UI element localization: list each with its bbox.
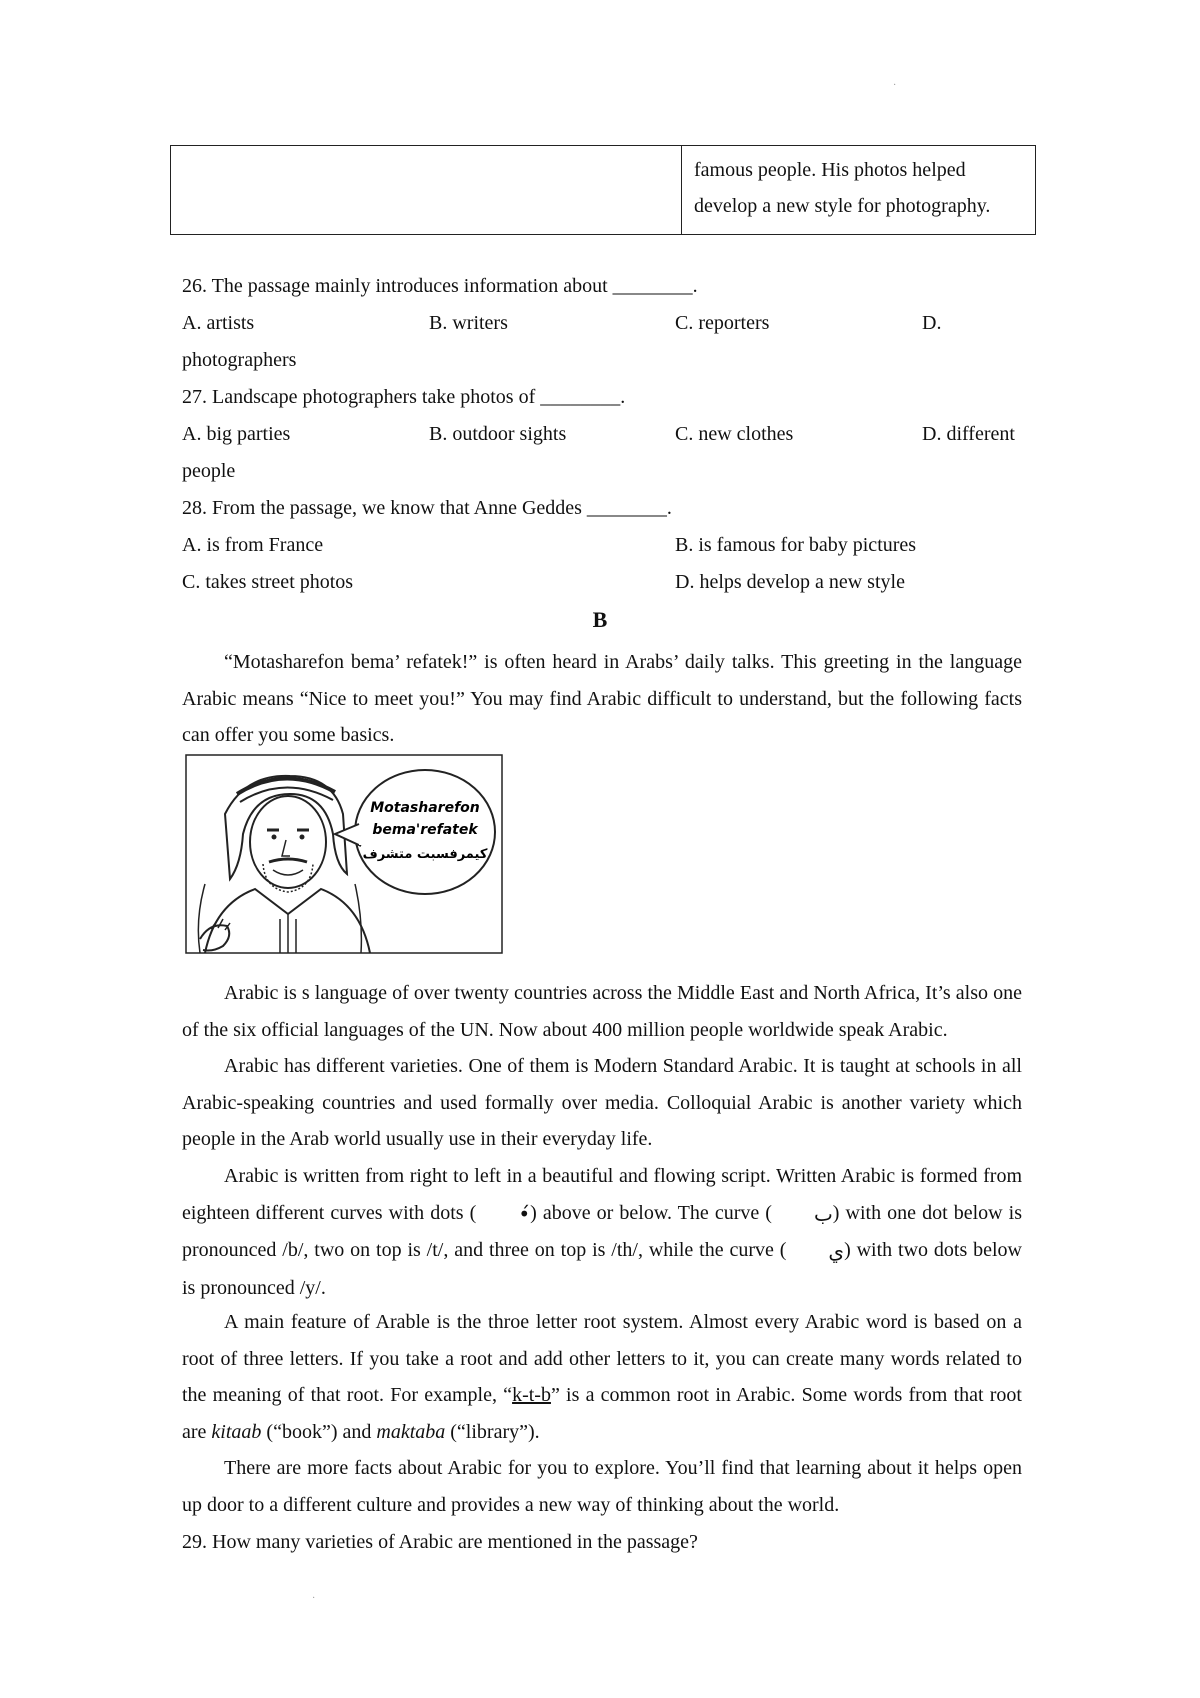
question-28-options-row2: [182, 568, 1022, 596]
paragraph-5: There are more facts about Arabic for you to explore. You’ll find that learning about it helps open up door to a different culture and provides a new way of thinking about the world.: [182, 1457, 1022, 1516]
bubble-arabic: كيمرفسبت متشرف: [362, 847, 488, 862]
question-28-stem: 28. From the passage, we know that Anne Geddes ________.: [182, 497, 672, 519]
option-b[interactable]: B. outdoor sights: [429, 423, 567, 445]
paragraph-3: [182, 1158, 1022, 1306]
text-run: Arabic is written from right to left in a beautiful and flowing script. Written Arabic is formed from eighteen different curves with dots (: [182, 1165, 1022, 1224]
option-a[interactable]: A. artists: [182, 312, 255, 334]
option-a[interactable]: A. big parties: [182, 423, 291, 445]
question-26-options: [182, 309, 1022, 337]
question-29-stem: 29. How many varieties of Arabic are mentioned in the passage?: [182, 1531, 698, 1553]
text-run: A main feature of Arable is the throe letter root system. Almost every Arabic word is based on a root of three letters. If you take a root and add other letters to it, you can create many words related to the meaning of that root. For example, “: [182, 1311, 1022, 1406]
word-kitaab: kitaab: [211, 1420, 262, 1443]
scan-mark: ·: [312, 1593, 316, 1604]
option-b[interactable]: B. is famous for baby pictures: [675, 534, 917, 556]
word-maktaba: maktaba: [376, 1420, 446, 1443]
question-26-stem: 26. The passage mainly introduces information about ________.: [182, 275, 698, 297]
curve-y-glyph: ي: [828, 1239, 845, 1263]
option-d[interactable]: D. different: [922, 423, 1015, 445]
option-d[interactable]: D. helps develop a new style: [675, 571, 905, 593]
scan-mark: ·: [893, 80, 897, 91]
text-run: ” is a common root in Arabic. Some words from that root are: [182, 1384, 1022, 1443]
passage-table-fragment: [170, 145, 1036, 235]
option-c[interactable]: C. takes street photos: [182, 571, 354, 593]
question-28-options-row1: [182, 531, 1022, 559]
option-d[interactable]: D.: [922, 312, 942, 334]
table-line: develop a new style for photography.: [694, 195, 991, 217]
text-run: ) with one dot below is pronounced /b/, two on top is /t/, and three on top is /th/, while the curve (: [182, 1201, 1022, 1261]
bubble-line-1: Motasharefon: [370, 800, 480, 816]
arab-man-illustration: [185, 754, 503, 954]
option-c[interactable]: C. new clothes: [675, 423, 794, 445]
option-b[interactable]: B. writers: [429, 312, 508, 334]
intro-paragraph: “Motasharefon bema’ refatek!” is often heard in Arabs’ daily talks. This greeting in the language Arabic means “Nice to meet you!” You may find Arabic difficult to understand, but the following facts can offer you some basics.: [182, 651, 1022, 746]
paragraph-4: [182, 1304, 1022, 1450]
curve-b-glyph: ب: [813, 1201, 833, 1226]
bubble-line-2: bema'refatek: [372, 822, 478, 838]
question-27-options: [182, 420, 1022, 448]
text-run: ) above or below. The curve (: [530, 1201, 772, 1224]
root-example: k-t-b: [512, 1384, 551, 1406]
table-right-cell: [682, 146, 1035, 234]
option-c[interactable]: C. reporters: [675, 312, 770, 334]
dots-glyph: •́: [518, 1201, 531, 1226]
section-heading: B: [592, 607, 608, 632]
paragraph-2: Arabic has different varieties. One of them is Modern Standard Arabic. It is taught at schools in all Arabic-speaking countries and used formally over media. Colloquial Arabic is another variety which people in the Arab world usually use in their everyday life.: [182, 1055, 1022, 1150]
option-a[interactable]: A. is from France: [182, 534, 324, 556]
table-left-cell: [171, 146, 682, 234]
question-27-stem: 27. Landscape photographers take photos of ________.: [182, 386, 626, 408]
text-run: (“library”).: [445, 1420, 540, 1443]
option-d-wrap: photographers: [182, 349, 297, 371]
option-d-wrap: people: [182, 460, 236, 482]
paragraph-1: Arabic is s language of over twenty countries across the Middle East and North Africa, It’s also one of the six official languages of the UN. Now about 400 million people worldwide speak Arabic.: [182, 982, 1022, 1041]
text-run: ) with two dots below is pronounced /y/.: [182, 1239, 1023, 1299]
table-line: famous people. His photos helped: [694, 159, 966, 181]
text-run: (“book”) and: [261, 1420, 377, 1443]
